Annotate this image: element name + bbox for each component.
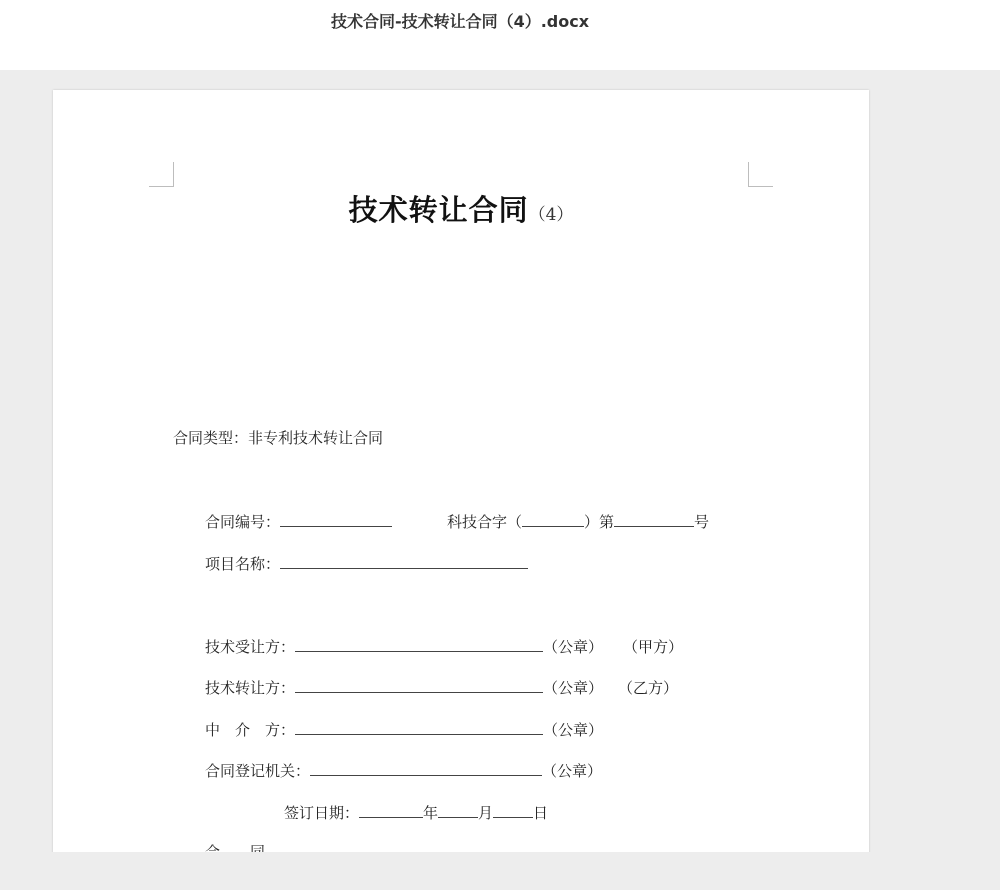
registration-blank	[310, 760, 542, 776]
intermediary-label: 中 介 方：	[205, 721, 296, 739]
document-heading	[53, 188, 869, 229]
assignee-line	[205, 636, 683, 657]
party-a-label: （甲方）	[623, 638, 684, 656]
bottom-toolbar-area	[0, 852, 1000, 890]
heading-main: 技术转让合同	[348, 193, 529, 227]
contract-no-blank	[280, 511, 392, 527]
intermediary-blank	[295, 719, 543, 735]
signing-date-label: 签订日期：	[284, 804, 360, 822]
margin-corner-mark	[149, 162, 174, 187]
contract-type-line	[173, 428, 383, 448]
year-blank	[359, 802, 423, 818]
tech-contract-number-blank	[614, 511, 694, 527]
assignee-blank	[295, 636, 543, 652]
party-b-label: （乙方）	[618, 679, 679, 697]
month-blank	[438, 802, 478, 818]
contract-type-text: 合同类型：非专利技术转让合同	[173, 429, 384, 447]
seal-label: （公章）	[543, 679, 604, 697]
assignor-label: 技术转让方：	[205, 679, 296, 697]
tech-contract-year-blank	[522, 511, 584, 527]
day-label: 日	[533, 804, 549, 822]
signing-date-line	[284, 802, 548, 823]
contract-number-line	[205, 511, 709, 532]
seal-label: （公章）	[543, 721, 604, 739]
seal-label: （公章）	[542, 762, 603, 780]
document-page	[53, 90, 869, 890]
assignee-label: 技术受让方：	[205, 638, 296, 656]
contract-no-label: 合同编号：	[205, 513, 281, 531]
tech-contract-mid: ）第	[584, 513, 615, 531]
registration-line	[205, 760, 602, 781]
month-label: 月	[478, 804, 494, 822]
title-bar	[0, 0, 1000, 70]
tech-contract-prefix: 科技合字（	[447, 513, 523, 531]
year-label: 年	[423, 804, 439, 822]
assignor-blank	[295, 677, 543, 693]
margin-corner-mark	[748, 162, 773, 187]
project-name-line	[205, 553, 528, 574]
day-blank	[493, 802, 533, 818]
registration-label: 合同登记机关：	[205, 762, 311, 780]
seal-label: （公章）	[543, 638, 604, 656]
project-name-label: 项目名称：	[205, 555, 281, 573]
document-filename: 技术合同-技术转让合同（4）.docx	[330, 12, 590, 31]
tech-contract-suffix: 号	[694, 513, 710, 531]
project-name-blank	[280, 553, 528, 569]
intermediary-line	[205, 719, 603, 740]
assignor-line	[205, 677, 678, 698]
heading-sub: （4）	[528, 205, 574, 225]
